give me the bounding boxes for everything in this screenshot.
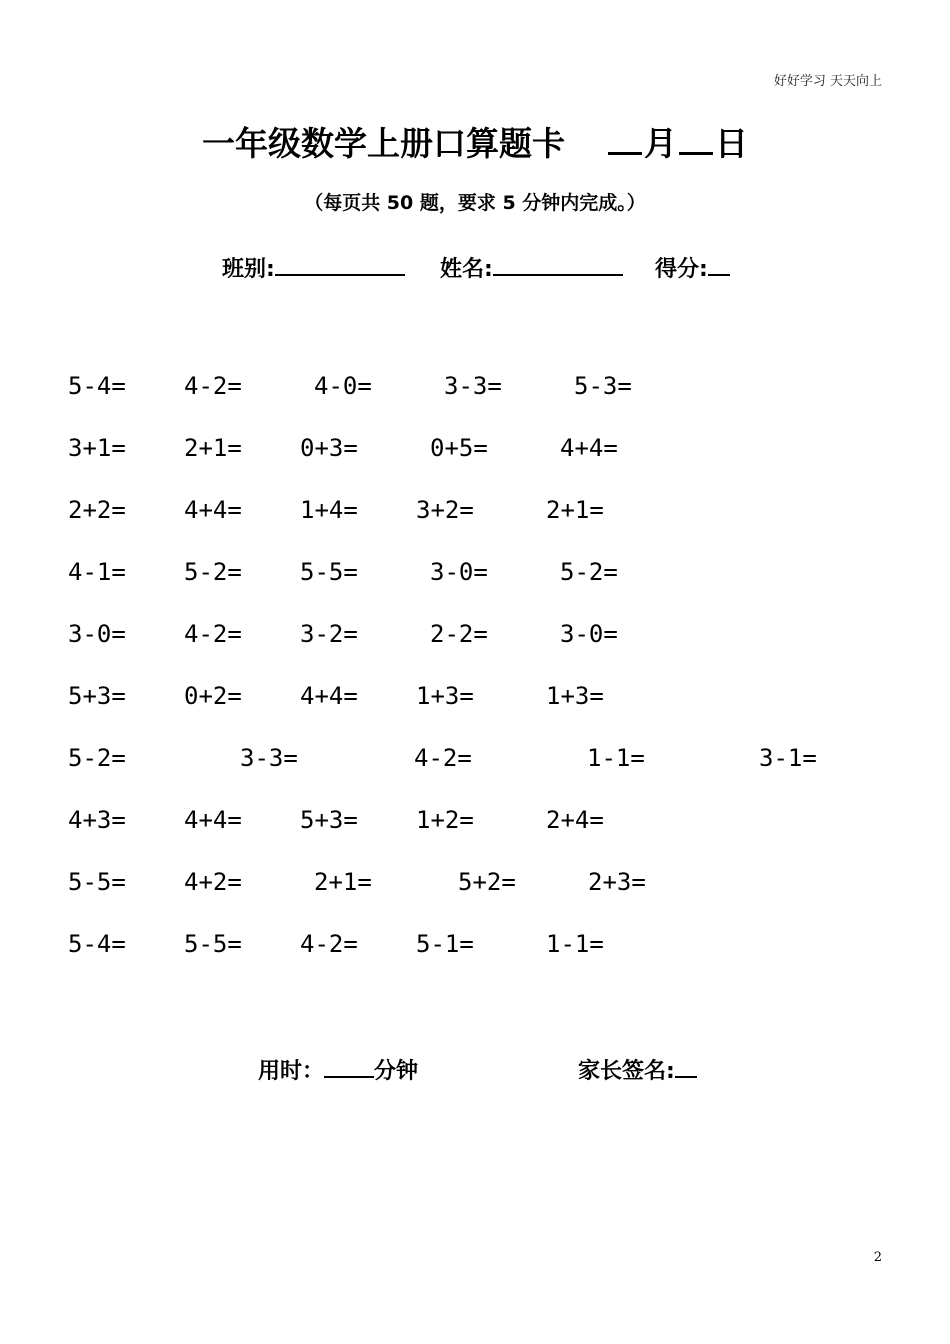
name-label: 姓名: — [440, 257, 493, 282]
math-problem: 5-3= — [574, 372, 632, 400]
math-problem: 2+2= — [68, 496, 126, 524]
math-problem: 5-5= — [68, 868, 126, 896]
math-problem: 5+3= — [68, 682, 126, 710]
math-problem: 4+4= — [560, 434, 618, 462]
class-field — [222, 250, 405, 283]
time-unit: 分钟 — [374, 1059, 419, 1084]
math-problem: 4+3= — [68, 806, 126, 834]
math-problem: 5-2= — [560, 558, 618, 586]
math-problem: 1+2= — [416, 806, 474, 834]
math-problem: 2+3= — [588, 868, 646, 896]
math-problem: 0+5= — [430, 434, 488, 462]
math-problem: 3-2= — [300, 620, 358, 648]
math-problem: 4+2= — [184, 868, 242, 896]
math-problem: 3-0= — [68, 620, 126, 648]
math-problem: 5-2= — [68, 744, 126, 772]
problem-row — [0, 682, 950, 722]
math-problem: 1-1= — [587, 744, 645, 772]
problem-row — [0, 930, 950, 970]
month-label: 月 — [644, 124, 677, 163]
score-field — [655, 250, 730, 283]
math-problem: 5+2= — [458, 868, 516, 896]
title-text: 一年级数学上册口算题卡 — [202, 124, 565, 163]
math-problem: 3+1= — [68, 434, 126, 462]
instructions: （每页共 50 题，要求 5 分钟内完成。） — [304, 192, 646, 214]
problem-row — [0, 620, 950, 660]
name-input-line[interactable] — [493, 250, 623, 276]
math-problem: 5-5= — [184, 930, 242, 958]
math-problem: 2+4= — [546, 806, 604, 834]
math-problem: 3-0= — [560, 620, 618, 648]
math-problem: 3-3= — [240, 744, 298, 772]
score-label: 得分: — [655, 257, 708, 282]
math-problem: 5-4= — [68, 930, 126, 958]
problem-row — [0, 558, 950, 598]
math-problem: 3+2= — [416, 496, 474, 524]
name-field — [440, 250, 623, 283]
class-label: 班别: — [222, 257, 275, 282]
math-problem: 4-2= — [184, 372, 242, 400]
math-problem: 3-3= — [444, 372, 502, 400]
time-field — [258, 1052, 418, 1085]
math-problem: 1+3= — [546, 682, 604, 710]
problem-row — [0, 868, 950, 908]
math-problem: 2+1= — [546, 496, 604, 524]
math-problem: 4-2= — [414, 744, 472, 772]
math-problem: 5-1= — [416, 930, 474, 958]
math-problem: 0+3= — [300, 434, 358, 462]
math-problem: 4-0= — [314, 372, 372, 400]
math-problem: 1+3= — [416, 682, 474, 710]
day-blank[interactable] — [679, 122, 713, 155]
math-problem: 4-1= — [68, 558, 126, 586]
time-input-line[interactable] — [324, 1052, 374, 1078]
problem-row — [0, 372, 950, 412]
math-problem: 1-1= — [546, 930, 604, 958]
math-problem: 5-5= — [300, 558, 358, 586]
problem-row — [0, 434, 950, 474]
parent-signature-label: 家长签名: — [578, 1059, 675, 1084]
math-problem: 5-4= — [68, 372, 126, 400]
problem-row — [0, 496, 950, 536]
month-blank[interactable] — [608, 122, 642, 155]
score-input-line[interactable] — [708, 250, 730, 276]
math-problem: 4-2= — [300, 930, 358, 958]
math-problem: 5+3= — [300, 806, 358, 834]
math-problem: 1+4= — [300, 496, 358, 524]
parent-signature-line[interactable] — [675, 1052, 697, 1078]
problem-row — [0, 806, 950, 846]
math-problem: 2-2= — [430, 620, 488, 648]
day-label: 日 — [715, 124, 748, 163]
class-input-line[interactable] — [275, 250, 405, 276]
page-number: 2 — [873, 1250, 882, 1265]
math-problem: 4+4= — [300, 682, 358, 710]
problem-row — [0, 744, 950, 784]
math-problem: 4+4= — [184, 806, 242, 834]
time-label: 用时： — [258, 1059, 325, 1084]
page-title — [0, 118, 950, 165]
math-problem: 4-2= — [184, 620, 242, 648]
parent-signature-field — [578, 1052, 697, 1085]
header-motto: 好好学习 天天向上 — [773, 74, 882, 89]
math-problem: 3-1= — [759, 744, 817, 772]
math-problem: 5-2= — [184, 558, 242, 586]
math-problem: 4+4= — [184, 496, 242, 524]
math-problem: 2+1= — [184, 434, 242, 462]
math-problem: 3-0= — [430, 558, 488, 586]
math-problem: 0+2= — [184, 682, 242, 710]
math-problem: 2+1= — [314, 868, 372, 896]
